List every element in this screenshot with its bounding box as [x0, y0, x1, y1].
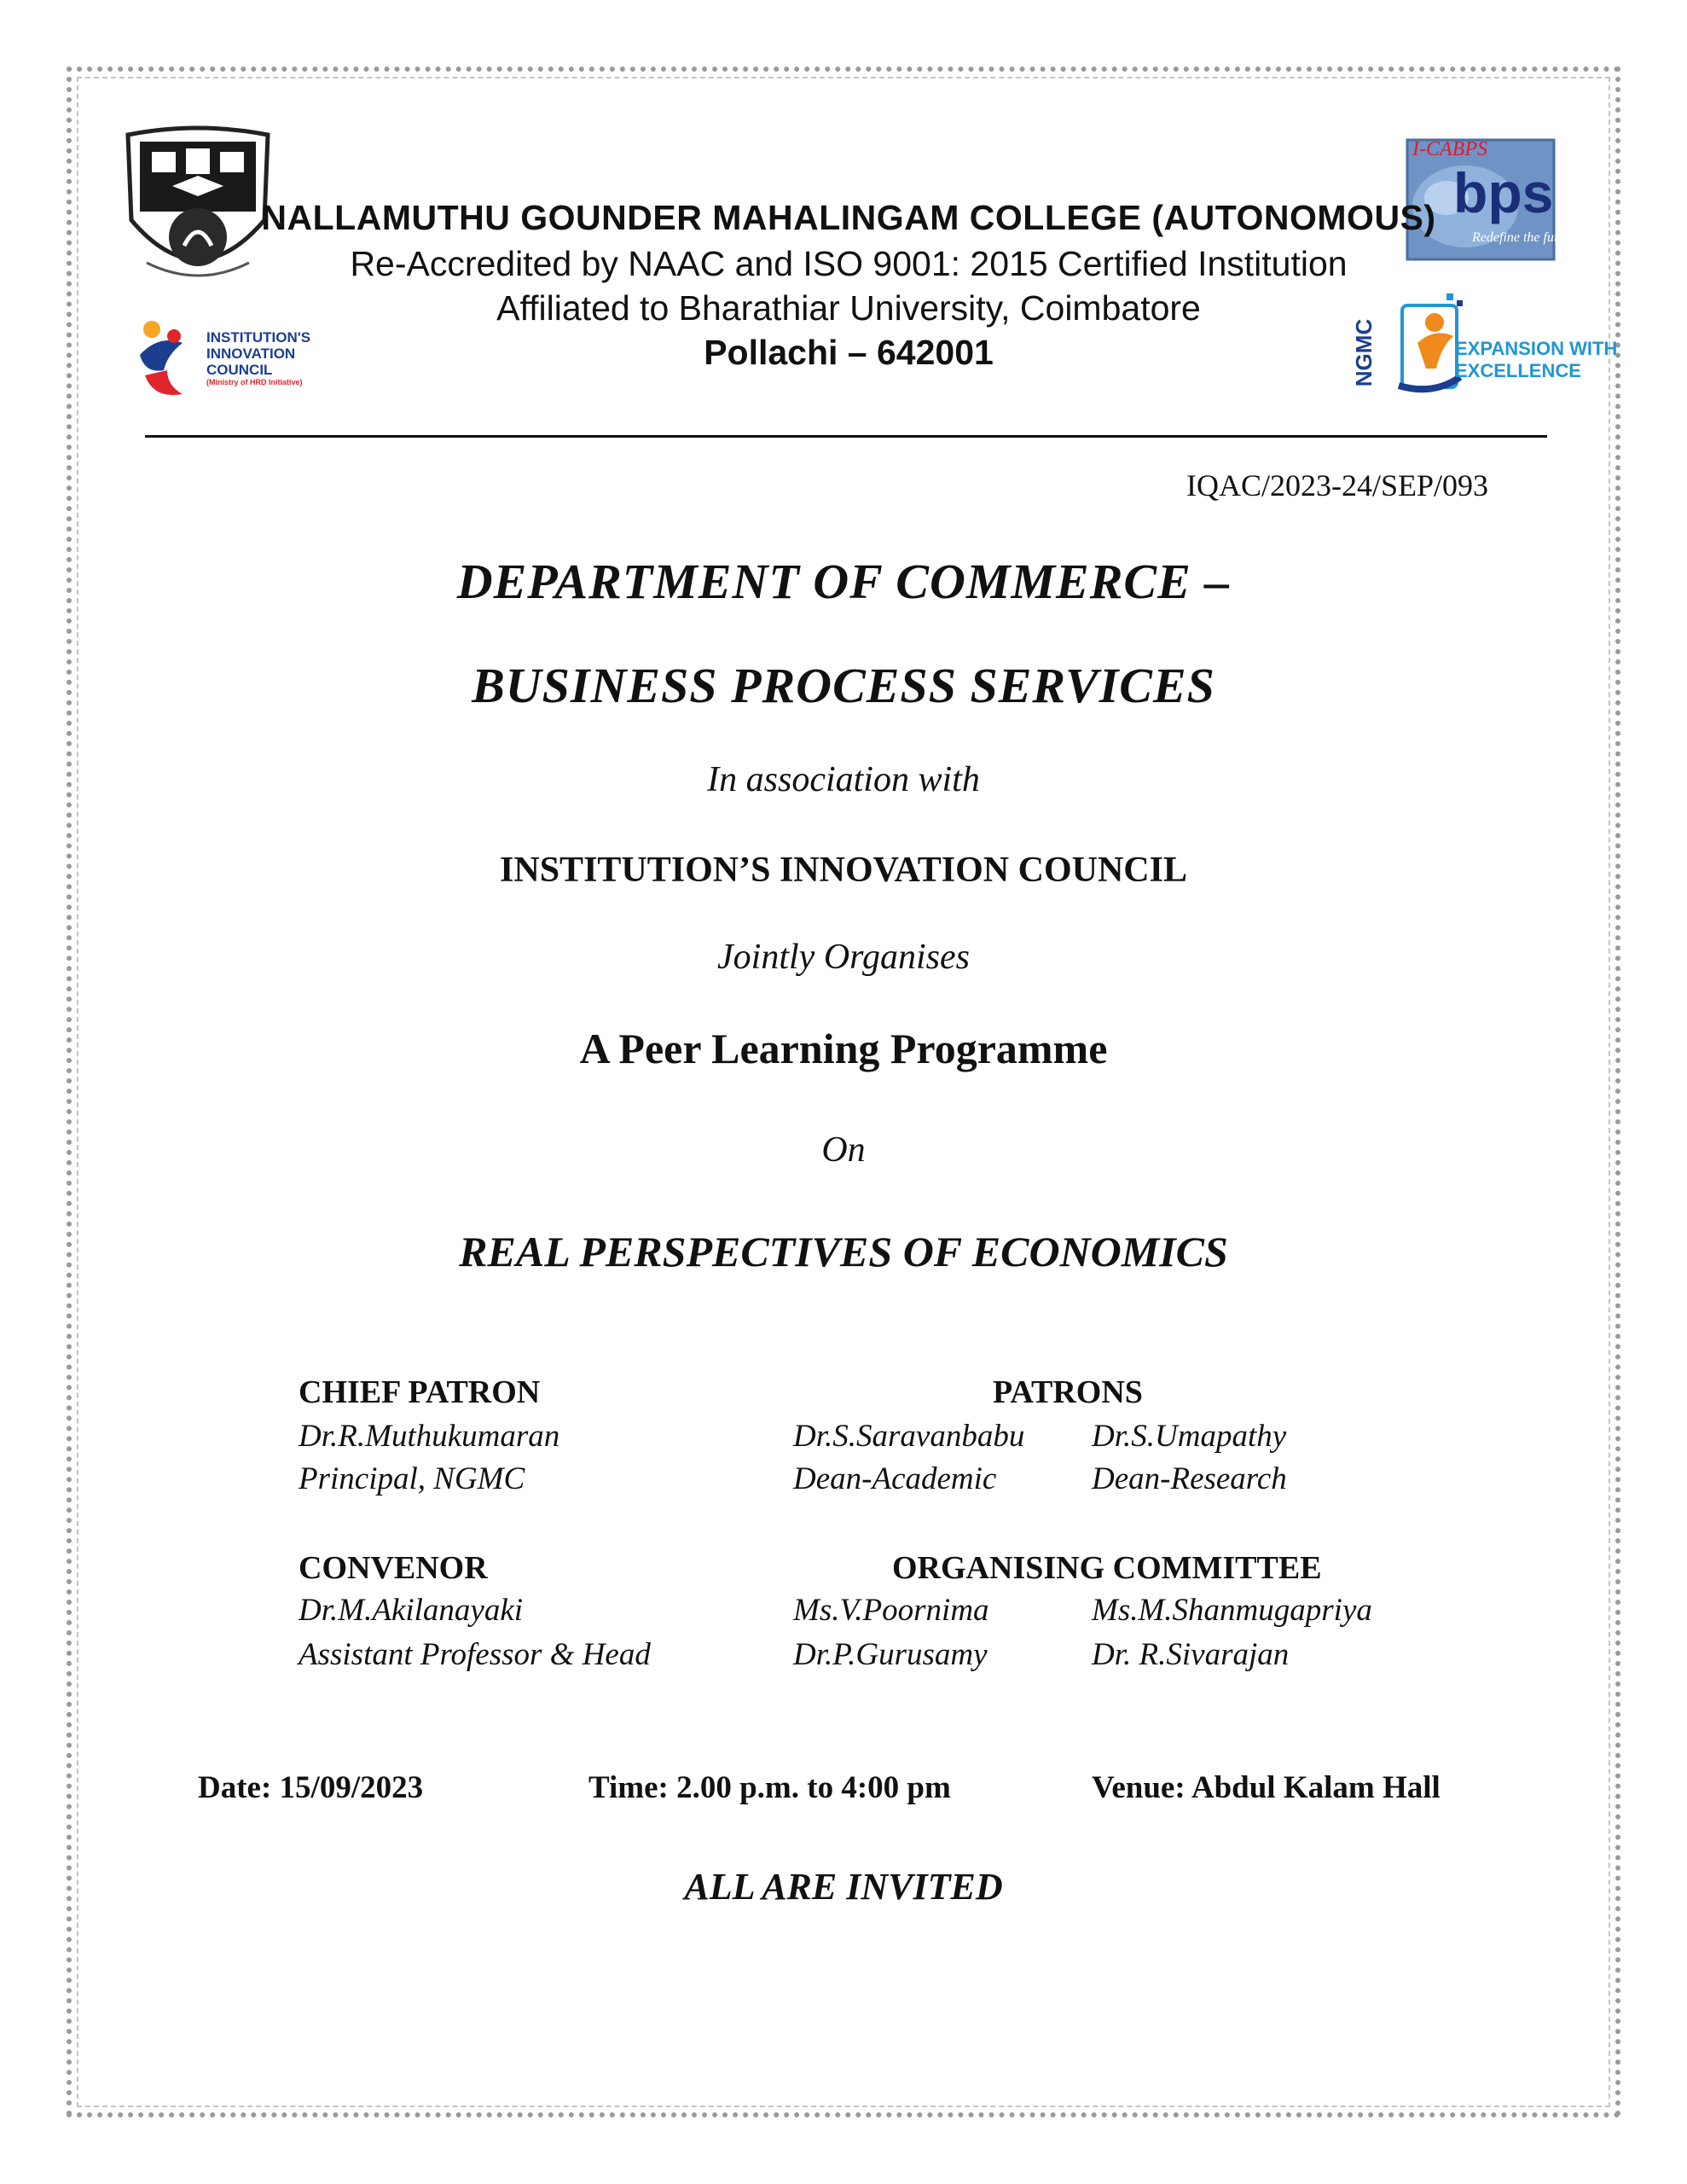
committee-member-3: Dr.P.Gurusamy	[793, 1637, 988, 1672]
patrons-heading: PATRONS	[993, 1374, 1143, 1410]
jointly-organises-text: Jointly Organises	[717, 938, 970, 977]
event-time: Time: 2.00 p.m. to 4:00 pm	[588, 1770, 951, 1805]
on-text: On	[821, 1130, 866, 1170]
icabps-logo-main-text: bps	[1453, 161, 1554, 224]
topic-title: REAL PERSPECTIVES OF ECONOMICS	[459, 1228, 1228, 1275]
department-line-1: DEPARTMENT OF COMMERCE –	[456, 554, 1231, 609]
ngmc-logo-vertical-text: NGMC	[1351, 318, 1377, 387]
patron-2-name: Dr.S.Umapathy	[1092, 1419, 1287, 1454]
accreditation-line: Re-Accredited by NAAC and ISO 9001: 2015 Certified Institution	[350, 244, 1348, 283]
college-name: NALLAMUTHU GOUNDER MAHALINGAM COLLEGE (AUTONOMOUS)	[261, 198, 1436, 237]
event-date: Date: 15/09/2023	[198, 1770, 424, 1805]
committee-member-2: Ms.M.Shanmugapriya	[1092, 1593, 1372, 1628]
convenor-role: Assistant Professor & Head	[299, 1637, 651, 1672]
header-divider	[145, 435, 1547, 438]
organising-committee-heading: ORGANISING COMMITTEE	[892, 1550, 1322, 1586]
icabps-logo-top-text: I-CABPS	[1412, 138, 1487, 160]
partner-name: INSTITUTION’S INNOVATION COUNCIL	[500, 851, 1187, 890]
chief-patron-heading: CHIEF PATRON	[299, 1374, 541, 1410]
iic-logo-text-2: INNOVATION	[206, 346, 296, 362]
iic-logo-text-1: INSTITUTION'S	[206, 329, 311, 346]
icabps-logo-tagline: Redefine the future	[1472, 230, 1576, 245]
iic-logo-text-3: COUNCIL	[206, 362, 273, 378]
programme-title: A Peer Learning Programme	[579, 1025, 1108, 1072]
committee-member-4: Dr. R.Sivarajan	[1092, 1637, 1290, 1672]
patron-1-role: Dean-Academic	[793, 1461, 997, 1496]
patron-1-name: Dr.S.Saravanbabu	[793, 1419, 1025, 1454]
convenor-heading: CONVENOR	[299, 1550, 488, 1586]
association-text: In association with	[707, 760, 980, 799]
event-venue: Venue: Abdul Kalam Hall	[1092, 1770, 1441, 1805]
all-are-invited: ALL ARE INVITED	[684, 1866, 1003, 1908]
chief-patron-name: Dr.R.Muthukumaran	[299, 1419, 560, 1454]
committee-member-1: Ms.V.Poornima	[793, 1593, 989, 1628]
affiliation-line: Affiliated to Bharathiar University, Coimbatore	[496, 288, 1201, 328]
chief-patron-role: Principal, NGMC	[299, 1461, 525, 1496]
ngmc-logo-tagline-2: EXCELLENCE	[1455, 360, 1581, 381]
reference-number: IQAC/2023-24/SEP/093	[1186, 468, 1488, 502]
patron-2-role: Dean-Research	[1092, 1461, 1287, 1496]
department-line-2: BUSINESS PROCESS SERVICES	[472, 658, 1215, 713]
convenor-name: Dr.M.Akilanayaki	[299, 1593, 524, 1628]
ngmc-logo-tagline-1: EXPANSION WITH	[1455, 338, 1618, 359]
iic-logo-text-4: (Ministry of HRD Initiative)	[206, 378, 303, 386]
location-line: Pollachi – 642001	[704, 333, 994, 372]
